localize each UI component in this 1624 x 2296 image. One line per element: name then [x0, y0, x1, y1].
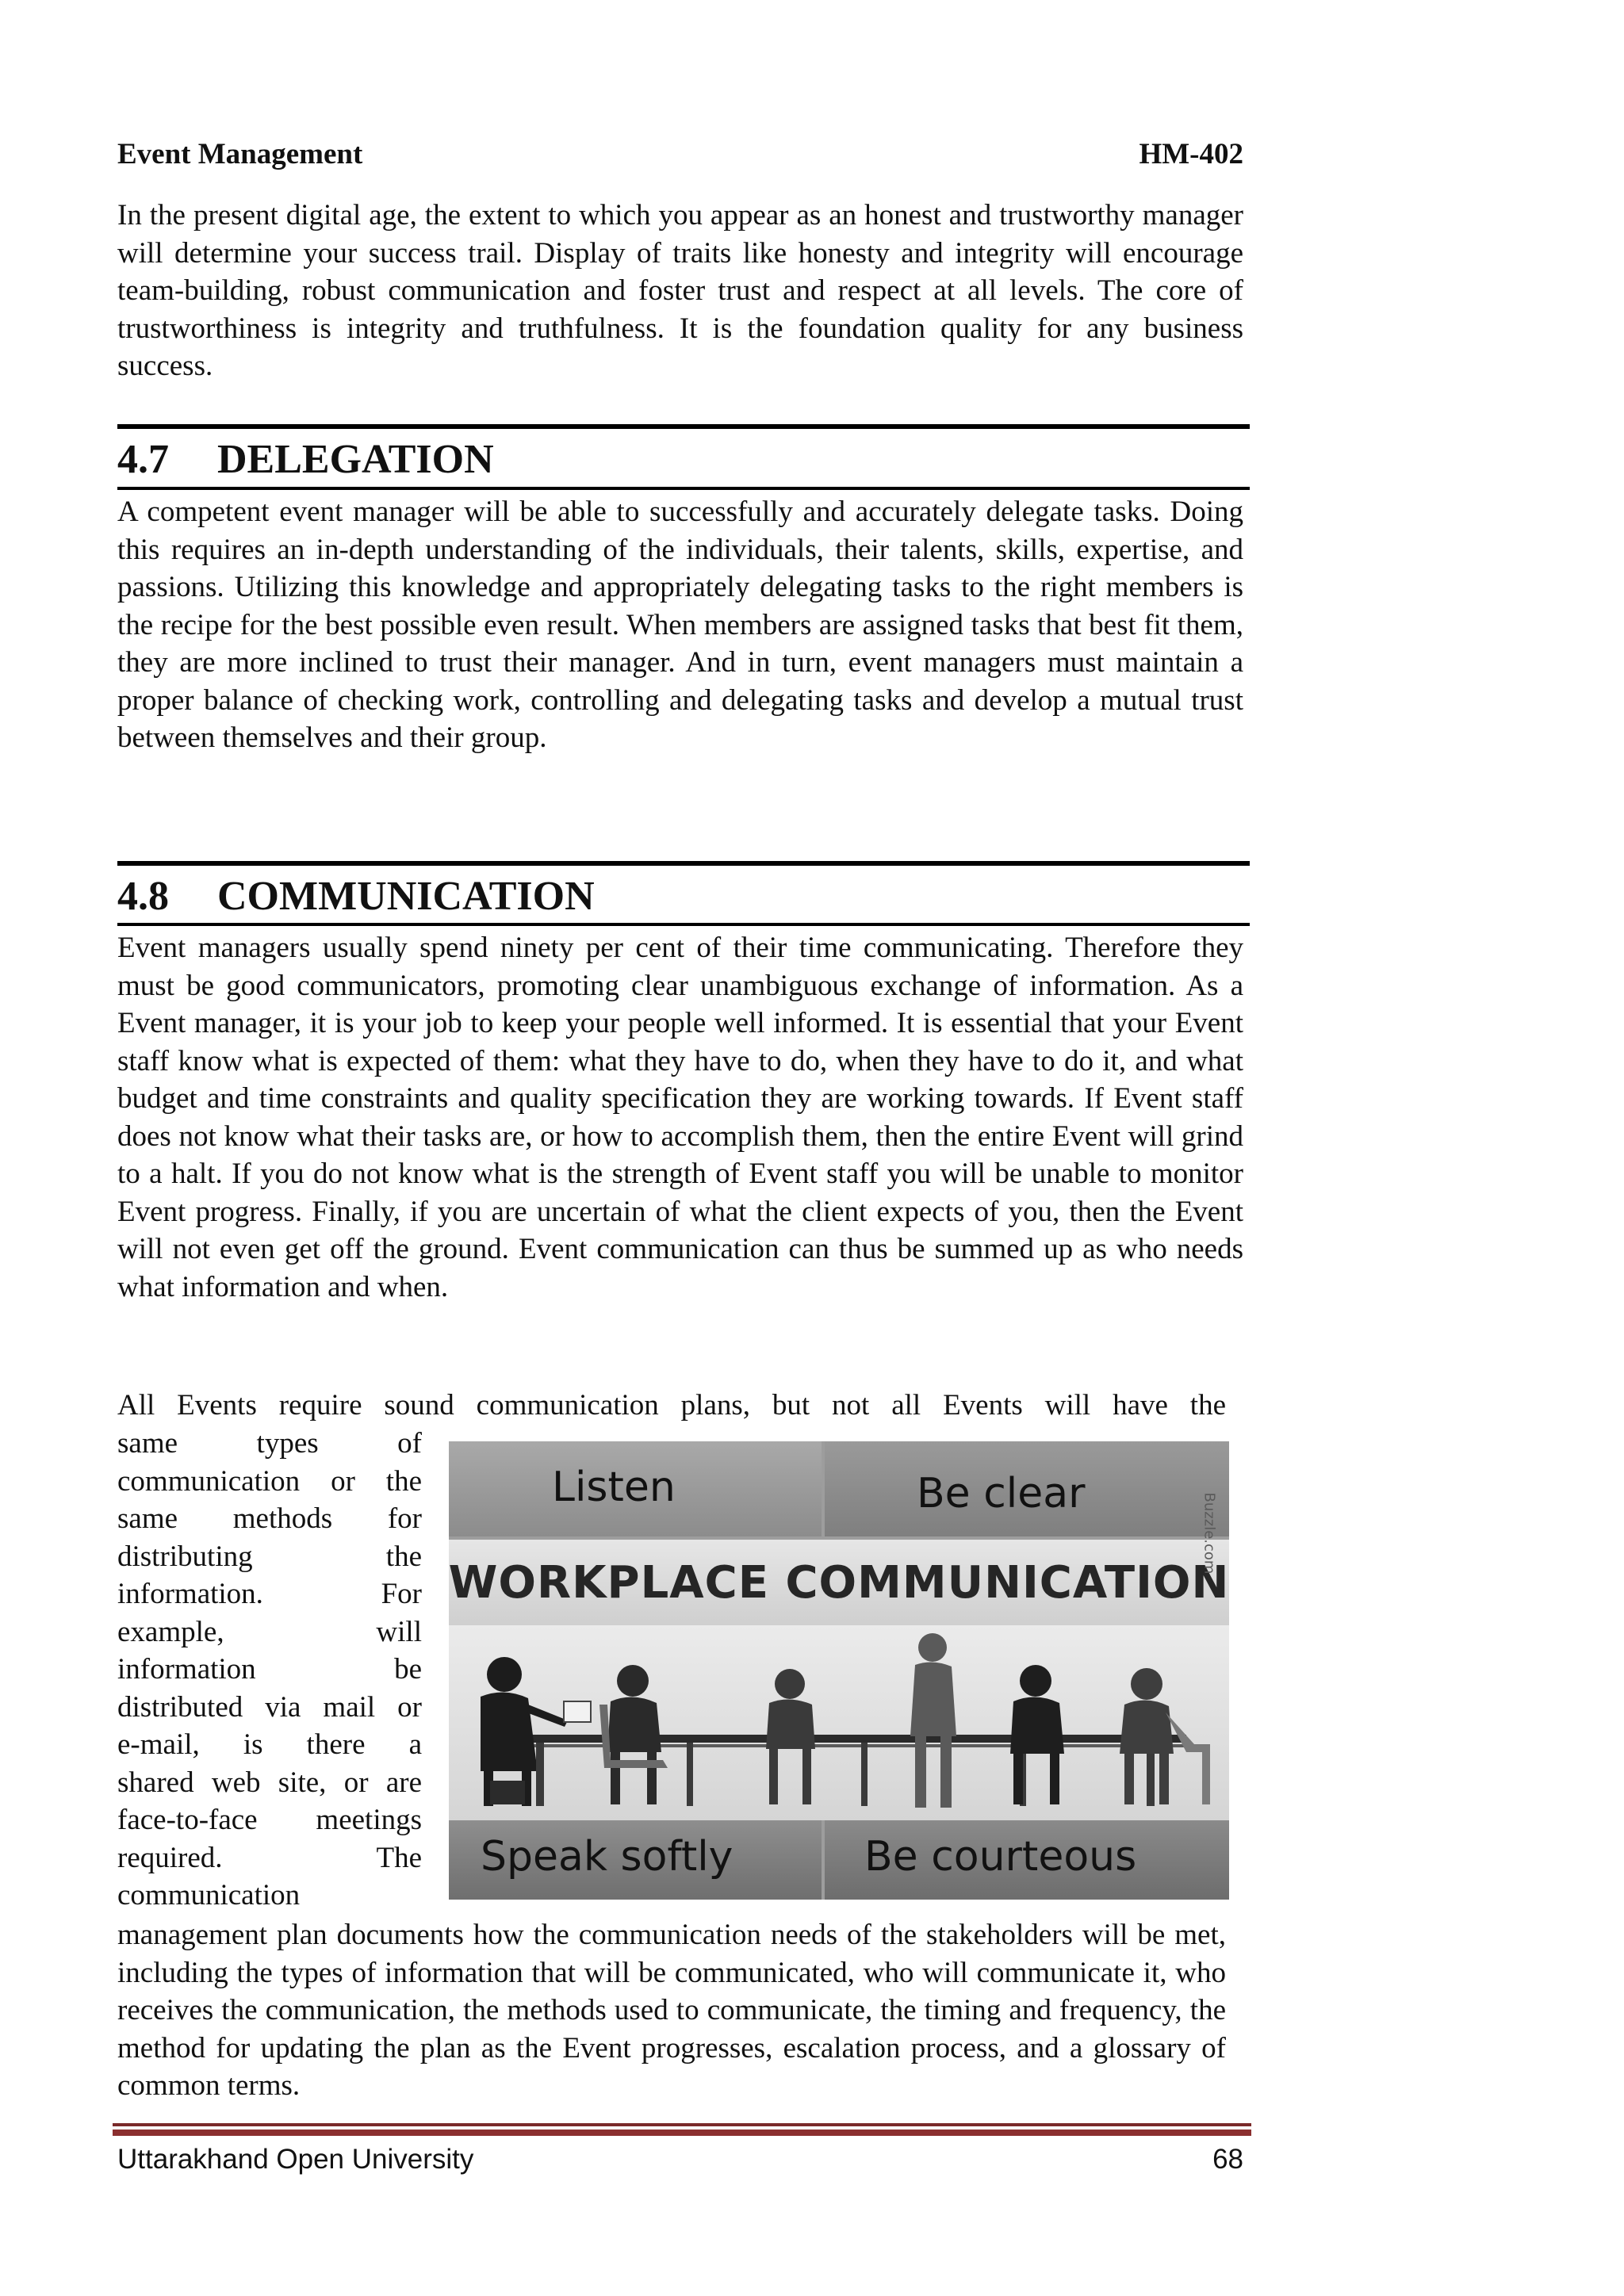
section-rule-bottom — [117, 487, 1250, 490]
page-footer — [117, 2142, 1243, 2177]
wrapped-line: required. The — [117, 1841, 422, 1874]
wrapped-line: e-mail, is there a — [117, 1728, 422, 1761]
footer-rule — [113, 2130, 1251, 2136]
page-number: 68 — [1212, 2144, 1243, 2175]
wrapped-line: face-to-face meetings — [117, 1804, 422, 1836]
figure-watermark — [1199, 1454, 1220, 1613]
wrapped-line: communication — [117, 1879, 301, 1911]
section-rule-top — [117, 424, 1250, 429]
watermark-text: Buzzle.com — [1201, 1492, 1218, 1575]
section-heading-communication — [117, 873, 595, 920]
running-header — [117, 136, 1243, 173]
section-rule-top — [117, 861, 1250, 866]
workplace-communication-image — [449, 1441, 1229, 1900]
wrapped-line: distributed via mail or — [117, 1690, 422, 1724]
figure-label-listen: Listen — [552, 1464, 676, 1511]
figure-label-speak-softly: Speak softly — [481, 1833, 733, 1881]
figure-title: WORKPLACE COMMUNICATION — [449, 1556, 1229, 1609]
wrapped-line: shared web site, or are — [117, 1766, 422, 1799]
wrapped-line: information be — [117, 1653, 422, 1686]
meeting-scene-illustration — [449, 1625, 1229, 1820]
section-title: COMMUNICATION — [217, 874, 595, 919]
header-course-code: HM-402 — [1139, 138, 1243, 170]
intro-paragraph: In the present digital age, the extent to which you appear as an honest and trustworthy manager will determine your success trail. Display of traits like honesty and integrity will encourage team-building, robust communication and foster trust and respect at all levels. The core of trustworthiness is integrity and truthfulness. It is the foundation quality for any business success. — [117, 199, 1243, 382]
section-heading-delegation — [117, 436, 494, 484]
wrapped-line: distributing the — [117, 1540, 422, 1573]
footer-rule — [113, 2123, 1251, 2126]
footer-university: Uttarakhand Open University — [117, 2144, 474, 2175]
header-course-title: Event Management — [117, 138, 363, 170]
wrapped-line: same types of — [117, 1427, 422, 1460]
delegation-paragraph: A competent event manager will be able to successfully and accurately delegate tasks. Doing this requires an in-depth understanding of the individuals, their talents, skills, expertise, and passions. Utilizing this knowledge and appropriately delegating tasks to the right members is the recipe for the best possible even result. When members are assigned tasks that best fit them, they are more inclined to trust their manager. And in turn, event managers must maintain a proper balance of checking work, controlling and delegating tasks and develop a mutual trust between themselves and their group. — [117, 496, 1243, 754]
wrapped-line: example, will — [117, 1615, 422, 1648]
section-number: 4.7 — [117, 437, 169, 482]
wrapped-line: information. For — [117, 1578, 422, 1610]
figure-label-be-courteous: Be courteous — [864, 1833, 1137, 1881]
wrapped-line: same methods for — [117, 1502, 422, 1535]
figure-label-be-clear: Be clear — [917, 1470, 1086, 1517]
section-number: 4.8 — [117, 874, 169, 919]
communication-paragraph: Event managers usually spend ninety per cent of their time communicating. Therefore they must be good communicators, promoting clear unambiguous exchange of information. As a Event manager, it is your job to keep your people well informed. It is essential that your Event staff know what is expected of them: what they have to do, when they have to do it, and what budget and time constraints and quality specification they are working towards. If Event staff does not know what their tasks are, or how to accomplish them, then the entire Event will grind to a halt. If you do not know what is the strength of Event staff you will be unable to monitor Event progress. Finally, if you are uncertain of what the client expects of you, then the Event will not even get off the ground. Event communication can thus be summed up as who needs what information and when. — [117, 932, 1243, 1303]
events-paragraph-first-line: All Events require sound communication plans, but not all Events will have the — [117, 1389, 1226, 1422]
events-paragraph-wrapped-lines — [117, 1425, 422, 1915]
meeting-silhouettes-icon — [449, 1625, 1229, 1820]
events-paragraph-continuation: management plan documents how the communication needs of the stakeholders will be met, including the types of information that will be communicated, who will communicate it, who receives the communication, the methods used to communicate, the timing and frequency, the method for updating the plan as the Event progresses, escalation process, and a glossary of common terms. — [117, 1919, 1226, 2102]
section-rule-bottom — [117, 923, 1250, 926]
wrapped-line: communication or the — [117, 1464, 422, 1498]
section-title: DELEGATION — [217, 437, 494, 482]
